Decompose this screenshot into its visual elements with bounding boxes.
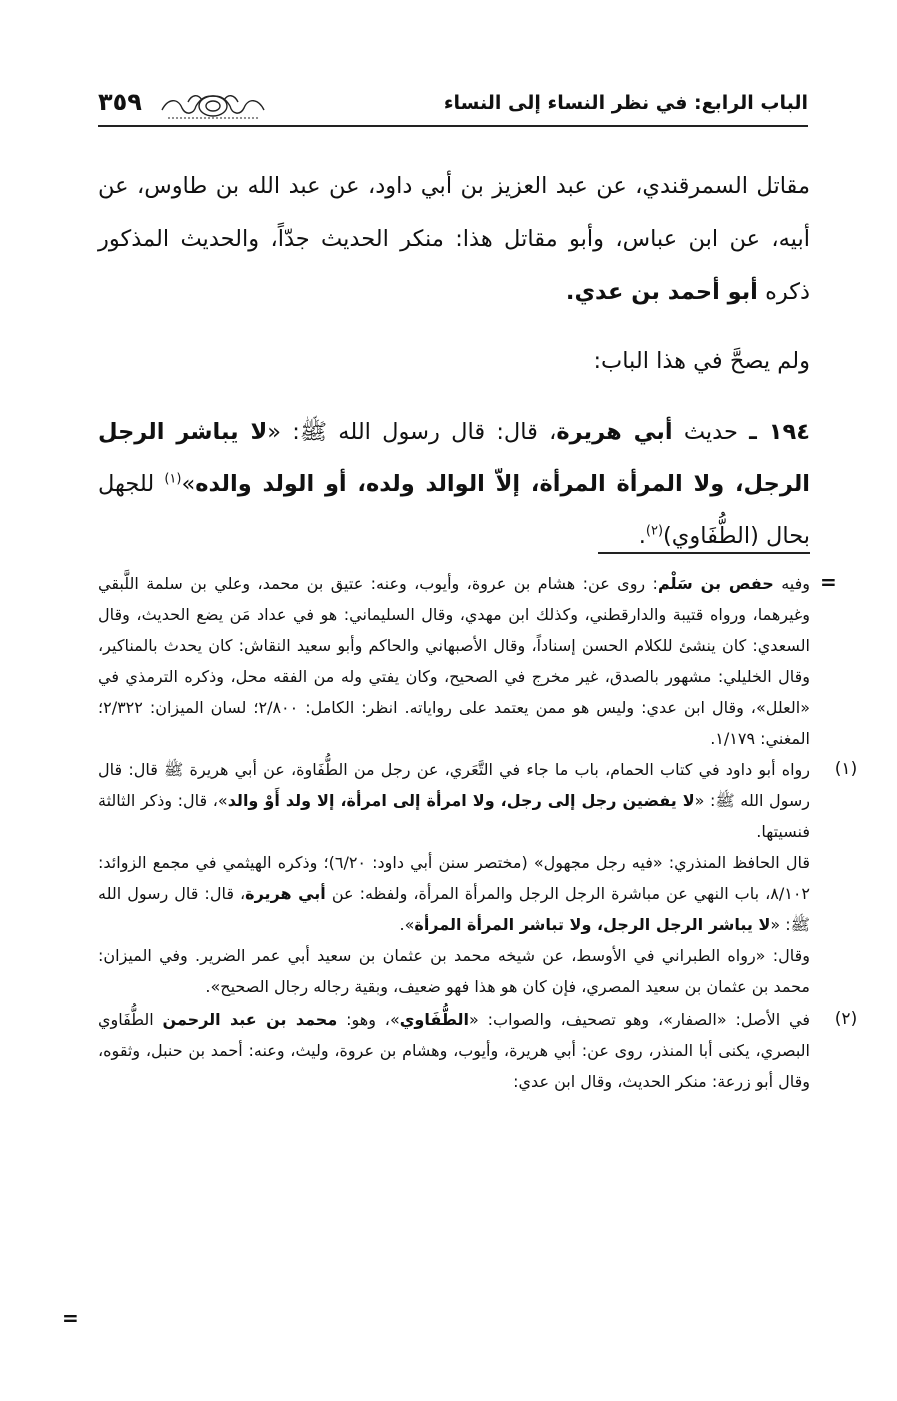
footnote-ref: (١) [164,471,182,487]
footnote-2: (٢) في الأصل: «الصفار»، وهو تصحيف، والصواب: «الطُّفَاوي»، وهو: محمد بن عبد الرحمن الطُّفَاوي البصري، يكنى أبا المنذر، روى عن: أبي هريرة، وأيوب، وهشام بن عروة، وليث، وعنه: أحمد بن حنبل، وثقوه، وقال أبو زرعة: منكر الحديث، وقال ابن عدي: [98,1004,810,1097]
main-text [98,160,810,562]
chapter-title: الباب الرابع: في نظر النساء إلى النساء [443,92,808,114]
narrator-name: أبي هريرة [556,419,673,445]
running-header [98,86,808,126]
footnote-ref: (٢) [645,523,664,539]
page-number: ٣٥٩ [98,88,142,116]
footnote-continued: وفيه حفص بن سَلْم: روى عن: هشام بن عروة، وأيوب، وعنه: عتيق بن محمد، وعلي بن سلمة اللَّبقي وغيرهما، ورواه قتيبة والدارقطني، وكذلك ابن مهدي، وقال السليماني: هو في عداد مَن يضع الحديث، وقال السعدي: كان ينشئ للكلام الحسن إسناداً، وقال الأصبهاني والحاكم وأبو سعيد النقاش: كان يحدث بالمناكير، وقال الخليلي: مشهور بالصدق، غير مخرج في الصحيح، وكان يفتي وله من الفقه محل، وذكره الترمذي في «العلل»، وقال ابن عدي: وليس هو ممن يعتمد على رواياته. انظر: الكامل: ٢/٨٠٠؛ لسان الميزان: ٢/٣٢٢؛ المغني: ١/١٧٩. [98,574,811,748]
ornament-icon [158,88,268,122]
footnotes [98,568,858,1099]
footnote-1: (١) رواه أبو داود في كتاب الحمام، باب ما جاء في التَّعَري، عن رجل من الطُّفَاوة، عن أبي هريرة ﷺ قال: قال رسول الله ﷺ: «لا يفضين رجل إلى رجل، ولا امرأة إلى امرأة، إلا ولد أَوْ والد»، قال: وذكر الثالثة فنسيتها. قال الحافظ المنذري: «فيه رجل مجهول» (مختصر سنن أبي داود: ٦/٢٠)؛ وذكره الهيثمي في مجمع الزوائد: ٨/١٠٢، باب النهي عن مباشرة الرجل الرجل والمرأة المرأة، ولفظه: عن أبي هريرة، قال: قال رسول الله ﷺ: «لا يباشر الرجل الرجل، ولا تباشر المرأة المرأة». وقال: «رواه الطبراني في الأوسط، عن شيخه محمد بن عثمان بن سعيد أبي عمر الضرير. وفي الميزان: محمد بن عثمان بن سعيد المصري، فإن كان هو هذا فهو ضعيف، وبقية رجاله رجال الصحيح». [98,754,810,1002]
bold-name: أبو أحمد بن عدي. [565,279,758,305]
paragraph: مقاتل السمرقندي، عن عبد العزيز بن أبي داود، عن عبد الله بن طاوس، عن أبيه، عن ابن عباس، وأبو مقاتل هذا: منكر الحديث جدّاً، والحديث المذكور ذكره أبو أحمد بن عدي. [98,173,810,305]
hadith-paragraph: ١٩٤ ـ حديث أبي هريرة، قال: قال رسول الله ﷺ: «لا يباشر الرجل الرجل، ولا المرأة المرأة، إلاّ الوالد ولده، أو الولد والده»$^{(١)}$ للجهل بحال (الطُّفَاوي)$^{(٢)}$. [98,419,810,549]
footnote-number: (١) [834,759,858,779]
continuation-mark: = [820,570,837,594]
paragraph: ولم يصحَّ في هذا الباب: [593,348,810,374]
footnote-divider [598,552,810,554]
hadith-number: ١٩٤ ـ [749,419,810,445]
header-divider [98,125,808,127]
continuation-mark: = [62,1306,79,1330]
footnote-number: (٢) [834,1009,858,1029]
hadith-text: لا يباشر الرجل الرجل، ولا المرأة المرأة، إلاّ الوالد ولده، أو الولد والده [98,419,810,497]
